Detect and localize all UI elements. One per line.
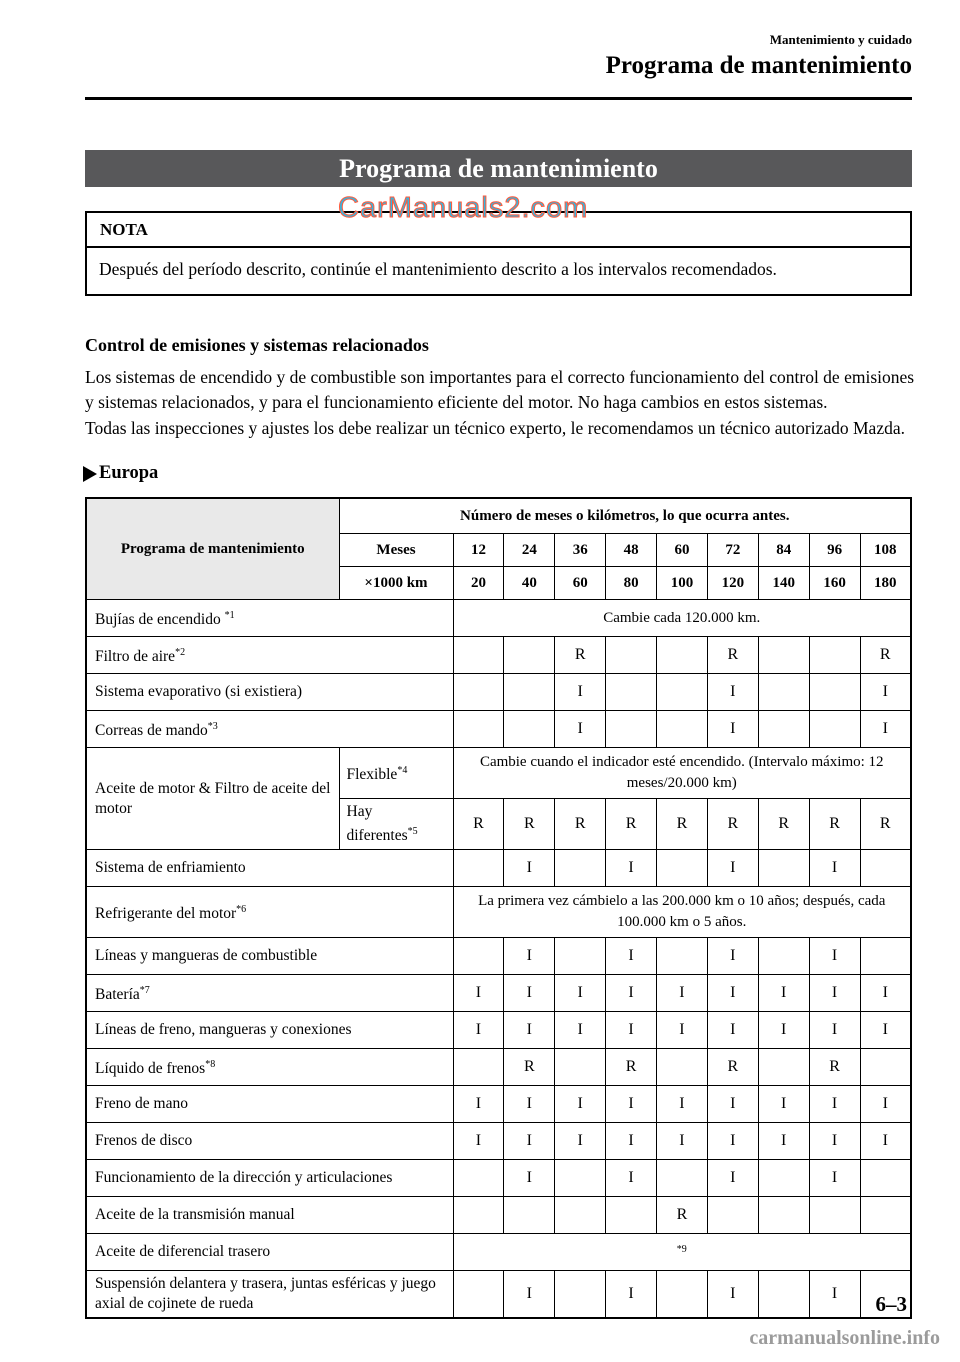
interval-cell: I [860, 975, 911, 1012]
interval-cell: R [860, 637, 911, 674]
interval-cell [606, 674, 657, 711]
interval-cell [860, 938, 911, 975]
interval-cell: I [707, 1123, 758, 1160]
interval-cell: I [707, 938, 758, 975]
interval-cell: I [707, 1271, 758, 1319]
interval-cell: I [453, 1123, 504, 1160]
item-label-cell: Aceite de la transmisión manual [86, 1197, 453, 1234]
footnote-ref: *7 [139, 985, 150, 997]
interval-cell [657, 1160, 708, 1197]
months-value: 84 [758, 534, 809, 567]
months-value: 72 [707, 534, 758, 567]
interval-cell [657, 674, 708, 711]
item-label-cell: Líneas y mangueras de combustible [86, 938, 453, 975]
interval-cell [453, 711, 504, 748]
interval-cell: I [453, 1012, 504, 1049]
interval-cell: I [758, 975, 809, 1012]
interval-cell: R [555, 799, 606, 850]
interval-cell: I [860, 674, 911, 711]
table-span-header: Número de meses o kilómetros, lo que ocurra antes. [339, 498, 911, 534]
table-row [86, 887, 911, 938]
interval-cell: I [707, 975, 758, 1012]
interval-cell: I [555, 975, 606, 1012]
sub-item-label-cell: Flexible$^{*4}$ [339, 748, 453, 799]
sub-item-label-cell: Hay diferentes$^{*5}$ [339, 799, 453, 850]
table-row [86, 1160, 911, 1197]
interval-note-cell: Cambie cuando el indicador esté encendido. (Intervalo máximo: 12 meses/20.000 km) [453, 748, 911, 799]
interval-cell: R [606, 1049, 657, 1086]
paragraph-emissions: Los sistemas de encendido y de combustible son importantes para el correcto funcionamiento del control de emisiones y sistemas relacionados, y para el funcionamiento eficiente del motor. No haga cambios en estos sistemas. [85, 367, 915, 412]
interval-cell: I [606, 938, 657, 975]
interval-cell: I [606, 975, 657, 1012]
interval-cell: R [707, 799, 758, 850]
months-value: 108 [860, 534, 911, 567]
interval-cell [555, 1160, 606, 1197]
table-row [86, 975, 911, 1012]
interval-cell [809, 674, 860, 711]
interval-cell: R [707, 1049, 758, 1086]
maintenance-schedule-table [85, 497, 912, 1319]
interval-cell: I [860, 711, 911, 748]
interval-cell [555, 1197, 606, 1234]
triangle-marker-icon [83, 466, 97, 482]
km-value: 20 [453, 567, 504, 600]
table-row [86, 711, 911, 748]
table-corner-header: Programa de mantenimiento [86, 498, 339, 600]
interval-cell [606, 1197, 657, 1234]
interval-cell: I [809, 1012, 860, 1049]
interval-cell: I [504, 1086, 555, 1123]
item-label-cell: Sistema de enfriamiento [86, 850, 453, 887]
table-row [86, 1123, 911, 1160]
interval-cell [555, 850, 606, 887]
item-label-cell: Líquido de frenos$^{*8}$ [86, 1049, 453, 1086]
interval-cell: I [504, 1012, 555, 1049]
interval-cell [758, 938, 809, 975]
item-label-cell: Freno de mano [86, 1086, 453, 1123]
table-row [86, 600, 911, 637]
interval-cell [555, 1049, 606, 1086]
interval-cell: R [657, 1197, 708, 1234]
watermark-carmanuals2: CarManuals2.com [338, 192, 589, 224]
interval-cell: I [707, 711, 758, 748]
interval-cell [453, 850, 504, 887]
interval-cell: I [860, 1012, 911, 1049]
interval-cell [657, 850, 708, 887]
item-label-cell: Refrigerante del motor$^{*6}$ [86, 887, 453, 938]
km-value: 180 [860, 567, 911, 600]
interval-cell: I [860, 1123, 911, 1160]
item-label-cell: Correas de mando$^{*3}$ [86, 711, 453, 748]
interval-cell [504, 637, 555, 674]
page-header [85, 0, 912, 81]
interval-cell: I [504, 975, 555, 1012]
interval-cell: I [707, 1160, 758, 1197]
interval-cell: I [657, 1123, 708, 1160]
table-row [86, 1086, 911, 1123]
interval-cell [860, 1197, 911, 1234]
km-value: 80 [606, 567, 657, 600]
section-heading: Control de emisiones y sistemas relacionados [85, 335, 429, 355]
item-label-cell: Líneas de freno, mangueras y conexiones [86, 1012, 453, 1049]
interval-cell: I [453, 975, 504, 1012]
interval-cell: I [809, 1160, 860, 1197]
interval-cell [758, 637, 809, 674]
region-heading [83, 463, 960, 484]
table-row [86, 748, 911, 799]
interval-cell: I [707, 674, 758, 711]
region-label: Europa [99, 463, 159, 483]
table-row [86, 938, 911, 975]
interval-cell: I [504, 1160, 555, 1197]
interval-cell: I [809, 850, 860, 887]
interval-cell: R [860, 799, 911, 850]
paragraph-inspections: Todas las inspecciones y ajustes los debe realizar un técnico experto, le recomendamos un técnico autorizado Mazda. [85, 418, 905, 438]
km-value: 160 [809, 567, 860, 600]
interval-cell: I [809, 1271, 860, 1319]
months-value: 48 [606, 534, 657, 567]
section-banner-title: Programa de mantenimiento [85, 150, 912, 187]
table-header-row-span [86, 498, 911, 534]
table-header [86, 498, 911, 600]
table-row [86, 674, 911, 711]
km-label: ×1000 km [339, 567, 453, 600]
footnote-ref: *8 [205, 1059, 216, 1071]
watermark-carmanualsonline: carmanualsonline.info [749, 1327, 940, 1349]
interval-cell: R [606, 799, 657, 850]
interval-cell [860, 850, 911, 887]
interval-cell [809, 1197, 860, 1234]
table-row [86, 1049, 911, 1086]
table-row [86, 1234, 911, 1271]
months-value: 24 [504, 534, 555, 567]
months-value: 36 [555, 534, 606, 567]
interval-cell [758, 711, 809, 748]
item-label-cell: Filtro de aire$^{*2}$ [86, 637, 453, 674]
interval-cell: I [809, 1123, 860, 1160]
page-number: 6–3 [875, 1292, 907, 1316]
interval-cell: I [707, 850, 758, 887]
km-value: 40 [504, 567, 555, 600]
interval-cell: I [606, 850, 657, 887]
interval-cell: R [809, 1049, 860, 1086]
item-label-cell: Frenos de disco [86, 1123, 453, 1160]
interval-cell [657, 711, 708, 748]
interval-cell: I [758, 1123, 809, 1160]
interval-cell [555, 938, 606, 975]
note-text: Después del período descrito, continúe el mantenimiento descrito a los intervalos recomendados. [87, 246, 910, 294]
interval-cell: R [657, 799, 708, 850]
km-value: 120 [707, 567, 758, 600]
interval-cell: I [555, 1123, 606, 1160]
interval-cell: I [555, 674, 606, 711]
interval-cell: I [504, 850, 555, 887]
interval-cell: R [504, 799, 555, 850]
interval-cell: R [707, 637, 758, 674]
item-label-cell: Aceite de motor & Filtro de aceite del motor [86, 748, 339, 850]
interval-note-cell: La primera vez cámbielo a las 200.000 km o 10 años; después, cada 100.000 km o 5 años. [453, 887, 911, 938]
km-value: 140 [758, 567, 809, 600]
interval-cell [758, 674, 809, 711]
interval-cell [707, 1197, 758, 1234]
item-label-cell: Bujías de encendido $^{*1}$ [86, 600, 453, 637]
interval-cell: I [453, 1086, 504, 1123]
interval-cell [453, 1197, 504, 1234]
interval-cell: I [555, 711, 606, 748]
interval-cell [453, 938, 504, 975]
interval-cell: I [606, 1012, 657, 1049]
header-title: Programa de mantenimiento [605, 52, 912, 79]
interval-cell: I [758, 1086, 809, 1123]
interval-cell: I [809, 938, 860, 975]
interval-cell: I [555, 1012, 606, 1049]
item-label-cell: Aceite de diferencial trasero [86, 1234, 453, 1271]
interval-cell [606, 711, 657, 748]
interval-note-cell [453, 1234, 911, 1271]
interval-cell [657, 1049, 708, 1086]
interval-cell: R [758, 799, 809, 850]
interval-cell [758, 1049, 809, 1086]
footnote-ref: *2 [175, 646, 186, 658]
table-row [86, 850, 911, 887]
table-row [86, 1012, 911, 1049]
interval-cell: R [504, 1049, 555, 1086]
maintenance-table-body [86, 600, 911, 1319]
interval-cell: I [860, 1086, 911, 1123]
months-value: 96 [809, 534, 860, 567]
months-label: Meses [339, 534, 453, 567]
interval-cell: R [555, 637, 606, 674]
interval-cell [860, 1049, 911, 1086]
interval-cell [606, 637, 657, 674]
header-eyebrow: Mantenimiento y cuidado [769, 32, 912, 47]
interval-cell [453, 1160, 504, 1197]
interval-cell [809, 637, 860, 674]
item-label-cell: Batería$^{*7}$ [86, 975, 453, 1012]
interval-cell [453, 674, 504, 711]
interval-cell: I [504, 938, 555, 975]
interval-cell: I [809, 975, 860, 1012]
interval-cell: I [758, 1012, 809, 1049]
interval-cell: I [657, 1012, 708, 1049]
note-label: NOTA [100, 220, 148, 239]
interval-cell: I [657, 1086, 708, 1123]
interval-note-cell: Cambie cada 120.000 km. [453, 600, 911, 637]
item-label-cell: Sistema evaporativo (si existiera) [86, 674, 453, 711]
interval-cell [453, 637, 504, 674]
interval-cell: I [707, 1012, 758, 1049]
interval-cell: I [504, 1123, 555, 1160]
interval-cell [809, 711, 860, 748]
interval-cell [504, 674, 555, 711]
months-value: 60 [657, 534, 708, 567]
interval-cell: I [707, 1086, 758, 1123]
footnote-ref: *3 [207, 720, 218, 732]
interval-cell: I [657, 975, 708, 1012]
interval-cell [657, 637, 708, 674]
interval-cell: I [606, 1160, 657, 1197]
interval-cell: I [606, 1271, 657, 1319]
footnote-ref: *5 [407, 826, 418, 837]
months-value: 12 [453, 534, 504, 567]
km-value: 60 [555, 567, 606, 600]
interval-cell: I [504, 1271, 555, 1319]
header-rule [85, 97, 912, 100]
interval-cell: I [555, 1086, 606, 1123]
interval-cell: I [606, 1123, 657, 1160]
interval-cell [758, 1160, 809, 1197]
item-label-cell: Funcionamiento de la dirección y articulaciones [86, 1160, 453, 1197]
interval-cell [758, 1197, 809, 1234]
interval-cell: R [809, 799, 860, 850]
interval-cell [504, 1197, 555, 1234]
interval-cell: R [453, 799, 504, 850]
table-row [86, 1197, 911, 1234]
table-row [86, 637, 911, 674]
footnote-ref: *6 [236, 904, 247, 916]
footnote-ref: *4 [397, 764, 408, 776]
interval-cell [758, 850, 809, 887]
interval-cell [453, 1049, 504, 1086]
interval-cell [504, 711, 555, 748]
interval-cell [860, 1160, 911, 1197]
interval-cell: I [606, 1086, 657, 1123]
footnote-ref: *1 [224, 609, 235, 621]
footnote-ref: *9 [676, 1244, 687, 1256]
interval-cell: I [809, 1086, 860, 1123]
interval-cell [657, 938, 708, 975]
item-label-cell: Suspensión delantera y trasera, juntas esféricas y juego axial de cojinete de rueda [86, 1271, 453, 1319]
km-value: 100 [657, 567, 708, 600]
